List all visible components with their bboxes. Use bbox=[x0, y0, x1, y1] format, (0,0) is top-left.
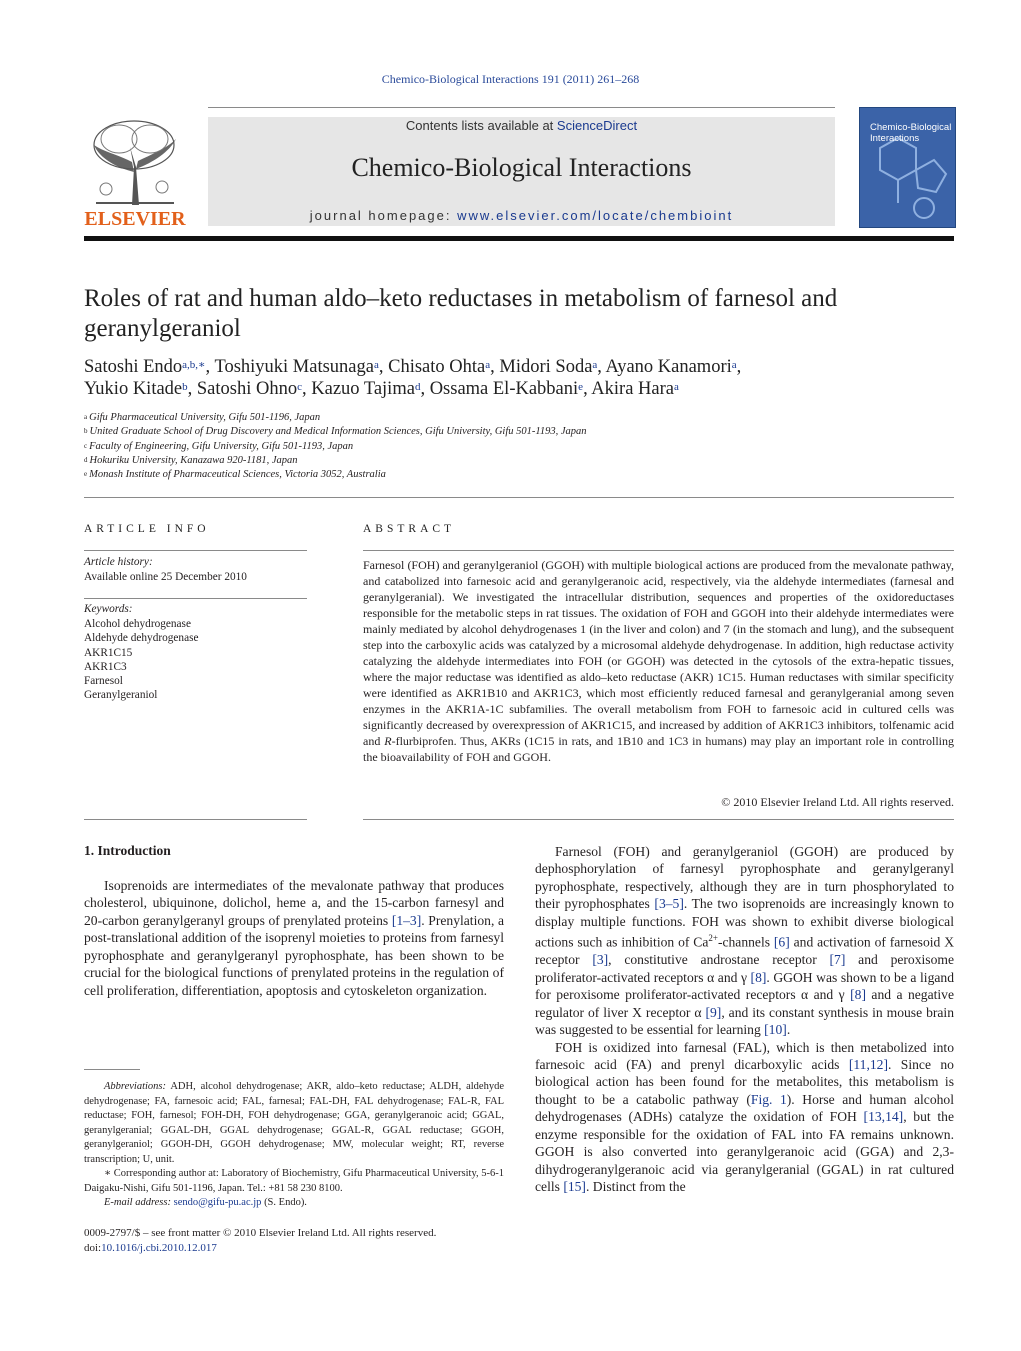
doi-link[interactable]: 10.1016/j.cbi.2010.12.017 bbox=[101, 1241, 217, 1254]
journal-title: Chemico-Biological Interactions bbox=[351, 153, 692, 182]
doi-line bbox=[84, 1241, 436, 1256]
contents-prefix: Contents lists available at bbox=[405, 118, 557, 133]
text: . Prenylation, a post-translational addition of the isoprenyl moieties to proteins from farnesyl pyrophosphate and geranylgeranyl pyrophosphate, has been shown to be crucial for the biological functions of prenylated proteins in the regulation of cell proliferation, differentiation, apoptosis and cytoskeleton organization. bbox=[84, 912, 504, 998]
text: and a negative regulator of liver X receptor α bbox=[535, 987, 955, 1020]
abbrev-label: Abbreviations: bbox=[104, 1081, 167, 1092]
keyword-item: Geranylgeraniol bbox=[84, 689, 158, 702]
homepage-prefix: journal homepage: bbox=[309, 208, 458, 223]
abbreviations-footnote bbox=[84, 1080, 504, 1167]
author-name: Kazuo Tajima bbox=[311, 379, 415, 399]
affiliations-rule bbox=[84, 497, 954, 498]
author-affiliation-marker[interactable]: d bbox=[414, 381, 421, 393]
affiliations bbox=[84, 411, 784, 482]
citation-link[interactable]: [11,12] bbox=[848, 1056, 888, 1072]
author-affiliation-marker[interactable]: a bbox=[592, 359, 598, 371]
affiliation-item bbox=[84, 425, 784, 439]
keyword-item: Aldehyde dehydrogenase bbox=[84, 632, 199, 645]
author-affiliation-marker[interactable]: a,b,∗ bbox=[182, 359, 206, 371]
homepage-link[interactable]: www.elsevier.com/locate/chembioint bbox=[457, 208, 734, 223]
text: and peroxisome proliferator-activated receptors α and γ bbox=[535, 952, 954, 985]
intro-right-column bbox=[535, 843, 954, 1196]
intro-paragraph-1 bbox=[84, 877, 504, 999]
authors-line-1: Satoshi Endo$^{a,b,∗}$, Toshiyuki Matsunaga$^a$, Chisato Ohta$^a$, Midori Soda$^a$, Ayano Kanamori$^a$, bbox=[84, 357, 742, 377]
text: . bbox=[786, 1022, 791, 1038]
doi-prefix: doi: bbox=[84, 1241, 102, 1254]
affiliation-key: c bbox=[84, 441, 88, 450]
abstract-rule bbox=[363, 550, 954, 551]
info-rule-2 bbox=[84, 598, 307, 599]
bottom-matter bbox=[84, 1226, 436, 1255]
intro-left-column bbox=[84, 877, 504, 999]
keyword-item: AKR1C3 bbox=[84, 660, 127, 673]
keyword-item: Farnesol bbox=[84, 675, 123, 688]
affiliation-item bbox=[84, 468, 784, 482]
text: and activation of farnesoid X receptor bbox=[535, 934, 955, 968]
abstract-label: ABSTRACT bbox=[363, 523, 456, 535]
author-name: Satoshi Endo bbox=[84, 357, 183, 377]
footnote-rule bbox=[84, 1069, 140, 1070]
text: , constitutive androstane receptor bbox=[608, 952, 830, 968]
citation-link[interactable]: [3] bbox=[592, 952, 609, 968]
affiliation-item bbox=[84, 440, 784, 454]
abbrev-text: ADH, alcohol dehydrogenase; AKR, aldo–keto reductase; ALDH, aldehyde dehydrogenase; FA, farnesoic acid; FAL, farnesal; FAL-DH, FAL dehydrogenase; FAL-R, FAL reductase; FOH, farnesol; FOH-DH, FOH dehydrogenase; GGA, geranylgeranoic acid; GGAL, geranylgeranial; GGAL-DH, GGAL dehydrogenase; GGAL-R, GGAL reductase; GGOH, geranylgeraniol; GGOH-DH, GGOH dehydrogenase; MW, molecular weight; RT, reverse transcription; U, unit. bbox=[84, 1081, 504, 1165]
author-affiliation-marker[interactable]: a bbox=[674, 381, 679, 393]
text: ). Horse and human alcohol dehydrogenases (ADHs) catalyze the oxidation of FOH bbox=[535, 1091, 954, 1125]
issn-line: 0009-2797/$ – see front matter © 2010 Elsevier Ireland Ltd. All rights reserved. bbox=[84, 1227, 437, 1239]
text: Isoprenoids are intermediates of the mevalonate pathway that produces cholesterol, ubiquinone, dolichol, heme a, and the 15-carbon farnesyl and 20-carbon geranylgeranyl groups of prenylated proteins bbox=[84, 878, 504, 928]
email-label: E-mail address: bbox=[104, 1197, 171, 1208]
corresponding-author-footnote: ∗ Corresponding author at: Laboratory of Biochemistry, Gifu Pharmaceutical University, 5-6-1 Daigaku-Nishi, Gifu 501-1196, Japan. Tel.: +81 58 230 8100. bbox=[84, 1168, 505, 1194]
text: Farnesol (FOH) and geranylgeraniol (GGOH) are produced by dephosphorylation of farnesyl pyrophosphate and geranylgeranyl pyrophosphate, respectively, although they are in turn phosphorylated to their pyrophosphates bbox=[535, 844, 954, 912]
abstract-copyright: © 2010 Elsevier Ireland Ltd. All rights reserved. bbox=[721, 795, 954, 809]
author-list bbox=[84, 356, 964, 400]
author-name: Toshiyuki Matsunaga bbox=[214, 357, 374, 377]
intro-paragraph-3 bbox=[535, 1039, 954, 1196]
email-link[interactable]: sendo@gifu-pu.ac.jp bbox=[173, 1197, 262, 1208]
authors-line-2: Yukio Kitade$^b$, Satoshi Ohno$^c$, Kazuo Tajima$^d$, Ossama El-Kabbani$^e$, Akira Hara$^a$ bbox=[84, 379, 679, 399]
author-affiliation-marker[interactable]: a bbox=[731, 359, 737, 371]
email-footnote bbox=[84, 1196, 504, 1211]
citation-link[interactable]: [3–5] bbox=[654, 896, 684, 912]
author-name: Ossama El-Kabbani bbox=[429, 379, 579, 399]
author-name: Satoshi Ohno bbox=[196, 379, 298, 399]
text: , but the enzyme responsible for the oxidation of FAL into FA remains unknown. GGOH is also converted into geranylgeranoic acid (GGA) and 2,3-dihydrogeranylgeranoic acid via geranylgeranial (GGAL) in rat cultured cells bbox=[535, 1109, 954, 1195]
intro-paragraph-2 bbox=[535, 843, 954, 1039]
affiliation-text: Gifu Pharmaceutical University, Gifu 501-1196, Japan bbox=[89, 412, 321, 423]
text: . Since no biological action has been found for the metabolites, this metabolism is thought to be a catabolic pathway ( bbox=[535, 1056, 954, 1107]
author-affiliation-marker[interactable]: a bbox=[373, 359, 379, 371]
author-affiliation-marker[interactable]: e bbox=[578, 381, 584, 393]
citation-link[interactable]: [9] bbox=[705, 1004, 722, 1020]
header-top-rule bbox=[208, 107, 835, 108]
affiliation-key: b bbox=[84, 427, 88, 436]
contents-line bbox=[208, 118, 835, 133]
author-affiliation-marker[interactable]: c bbox=[297, 381, 302, 393]
introduction-heading: 1. Introduction bbox=[84, 843, 171, 858]
abstract-part-1: Farnesol (FOH) and geranylgeraniol (GGOH) with multiple biological actions are produced from the mevalonate pathway, and catabolized into farnesoic acid and geranylgeranoic acid, respectively, via the aldehyde intermediates (farnesal and geranylgeranial). We investigated the intracellular distribution, sequences and properties of the oxidoreductases responsible for the metabolic steps in rat tissues. The oxidation of FOH and GGOH into their aldehyde intermediates were mainly mediated by alcohol dehydrogenases 1 (in the liver and colon) and 7 (in the stomach and lung), and the subsequent step into the carboxylic acids was catalyzed by a microsomal aldehyde dehydrogenase. In addition, high reductase activity catalyzing the aldehyde intermediates into FOH (or GGOH) was detected in the cytosols of the extra-hepatic tissues, where the major reductase was identified as aldo–keto reductase (AKR) 1C15. Human reductases with similar specificity were identified as AKR1B10 and AKR1C3, which most efficiently reduced farnesal and geranylgeranial among seven enzymes in the AKR1A-1C subfamilies. The overall metabolism from FOH to farnesoic acid in cultured cells was significantly decreased by overexpression of AKR1C15, and increased by addition of AKR1C3 inhibitors, tolfenamic acid and bbox=[363, 558, 954, 748]
keywords-label: Keywords: bbox=[84, 603, 133, 615]
article-info-label: ARTICLE INFO bbox=[84, 523, 210, 535]
citation-link[interactable]: [8] bbox=[750, 969, 767, 985]
citation-link[interactable]: [13,14] bbox=[863, 1109, 904, 1125]
affiliation-key: a bbox=[84, 413, 88, 421]
journal-cover-thumbnail[interactable] bbox=[859, 107, 956, 228]
figure-link[interactable]: Fig. 1 bbox=[750, 1091, 787, 1107]
abstract-italic-r: R bbox=[384, 734, 392, 748]
text: FOH is oxidized into farnesal (FAL), which is then metabolized into farnesoic acid (FA) and prenyl dicarboxylic acids bbox=[535, 1039, 954, 1072]
journal-header-box bbox=[208, 117, 835, 226]
text: . Distinct from the bbox=[585, 1179, 686, 1195]
citation-link[interactable]: [10] bbox=[764, 1022, 787, 1038]
citation-link[interactable]: [15] bbox=[563, 1179, 586, 1195]
abstract-text bbox=[363, 557, 954, 765]
abstract-part-2: -flurbiprofen. Thus, AKRs (1C15 in rats, and 1B10 and 1C3 in humans) may play an important role in controlling the bioavailability of FOH and GGOH. bbox=[363, 734, 955, 764]
homepage-line bbox=[208, 208, 835, 223]
keyword-item: Alcohol dehydrogenase bbox=[84, 618, 191, 630]
sciencedirect-link[interactable]: ScienceDirect bbox=[556, 118, 638, 133]
elsevier-wordmark: ELSEVIER bbox=[84, 208, 186, 230]
affiliation-item bbox=[84, 454, 784, 468]
text: -channels bbox=[717, 934, 774, 950]
article-history-value: Available online 25 December 2010 bbox=[84, 571, 247, 583]
abstract-bottom-rule bbox=[363, 819, 954, 820]
article-history-label: Article history: bbox=[84, 556, 153, 568]
author-affiliation-marker[interactable]: b bbox=[182, 381, 188, 393]
citation-link[interactable]: [6] bbox=[773, 934, 790, 950]
author-name: Chisato Ohta bbox=[388, 357, 486, 377]
author-name: Midori Soda bbox=[499, 357, 593, 377]
info-bottom-rule bbox=[84, 819, 307, 820]
affiliation-text: United Graduate School of Drug Discovery and Medical Information Sciences, Gifu University, Gifu 501-1193, Japan bbox=[89, 426, 587, 438]
article-title: Roles of rat and human aldo–keto reductases in metabolism of farnesol and geranylgeraniol bbox=[84, 285, 838, 342]
email-suffix: (S. Endo). bbox=[261, 1197, 307, 1208]
author-affiliation-marker[interactable]: a bbox=[485, 359, 491, 371]
cover-title: Chemico-Biological Interactions bbox=[870, 122, 952, 144]
text: . The two isoprenoids are increasingly known to display multiple functions. FOH was shown to exhibit diverse biological actions such as inhibition of Ca bbox=[535, 896, 954, 950]
author-name: Yukio Kitade bbox=[84, 379, 183, 399]
author-name: Ayano Kanamori bbox=[605, 357, 732, 377]
citation-link[interactable]: [1–3] bbox=[391, 912, 422, 928]
affiliation-text: Faculty of Engineering, Gifu University, Gifu 501-1193, Japan bbox=[89, 440, 354, 452]
keywords-list bbox=[84, 617, 199, 703]
text: . GGOH was shown to be a ligand for peroxisome proliferator-activated receptors α and γ bbox=[535, 969, 954, 1003]
citation-link[interactable]: [7] bbox=[829, 952, 846, 968]
affiliation-text: Hokuriku University, Kanazawa 920-1181, Japan bbox=[89, 454, 298, 466]
affiliation-text: Monash Institute of Pharmaceutical Sciences, Victoria 3052, Australia bbox=[89, 469, 386, 481]
keyword-item: AKR1C15 bbox=[84, 646, 133, 659]
author-name: Akira Hara bbox=[591, 379, 674, 399]
citation-link[interactable]: [8] bbox=[850, 987, 866, 1003]
affiliation-item bbox=[84, 411, 784, 425]
info-rule-1 bbox=[84, 550, 307, 551]
journal-reference[interactable]: Chemico-Biological Interactions 191 (2011) 261–268 bbox=[381, 72, 640, 86]
text: , and its constant synthesis in mouse brain was suggested to be essential for learning bbox=[535, 1004, 954, 1038]
footnotes bbox=[84, 1080, 504, 1211]
superscript: 2+ bbox=[708, 933, 718, 944]
header-thick-rule bbox=[84, 236, 954, 241]
affiliation-key: e bbox=[84, 470, 88, 479]
affiliation-key: d bbox=[84, 455, 88, 464]
